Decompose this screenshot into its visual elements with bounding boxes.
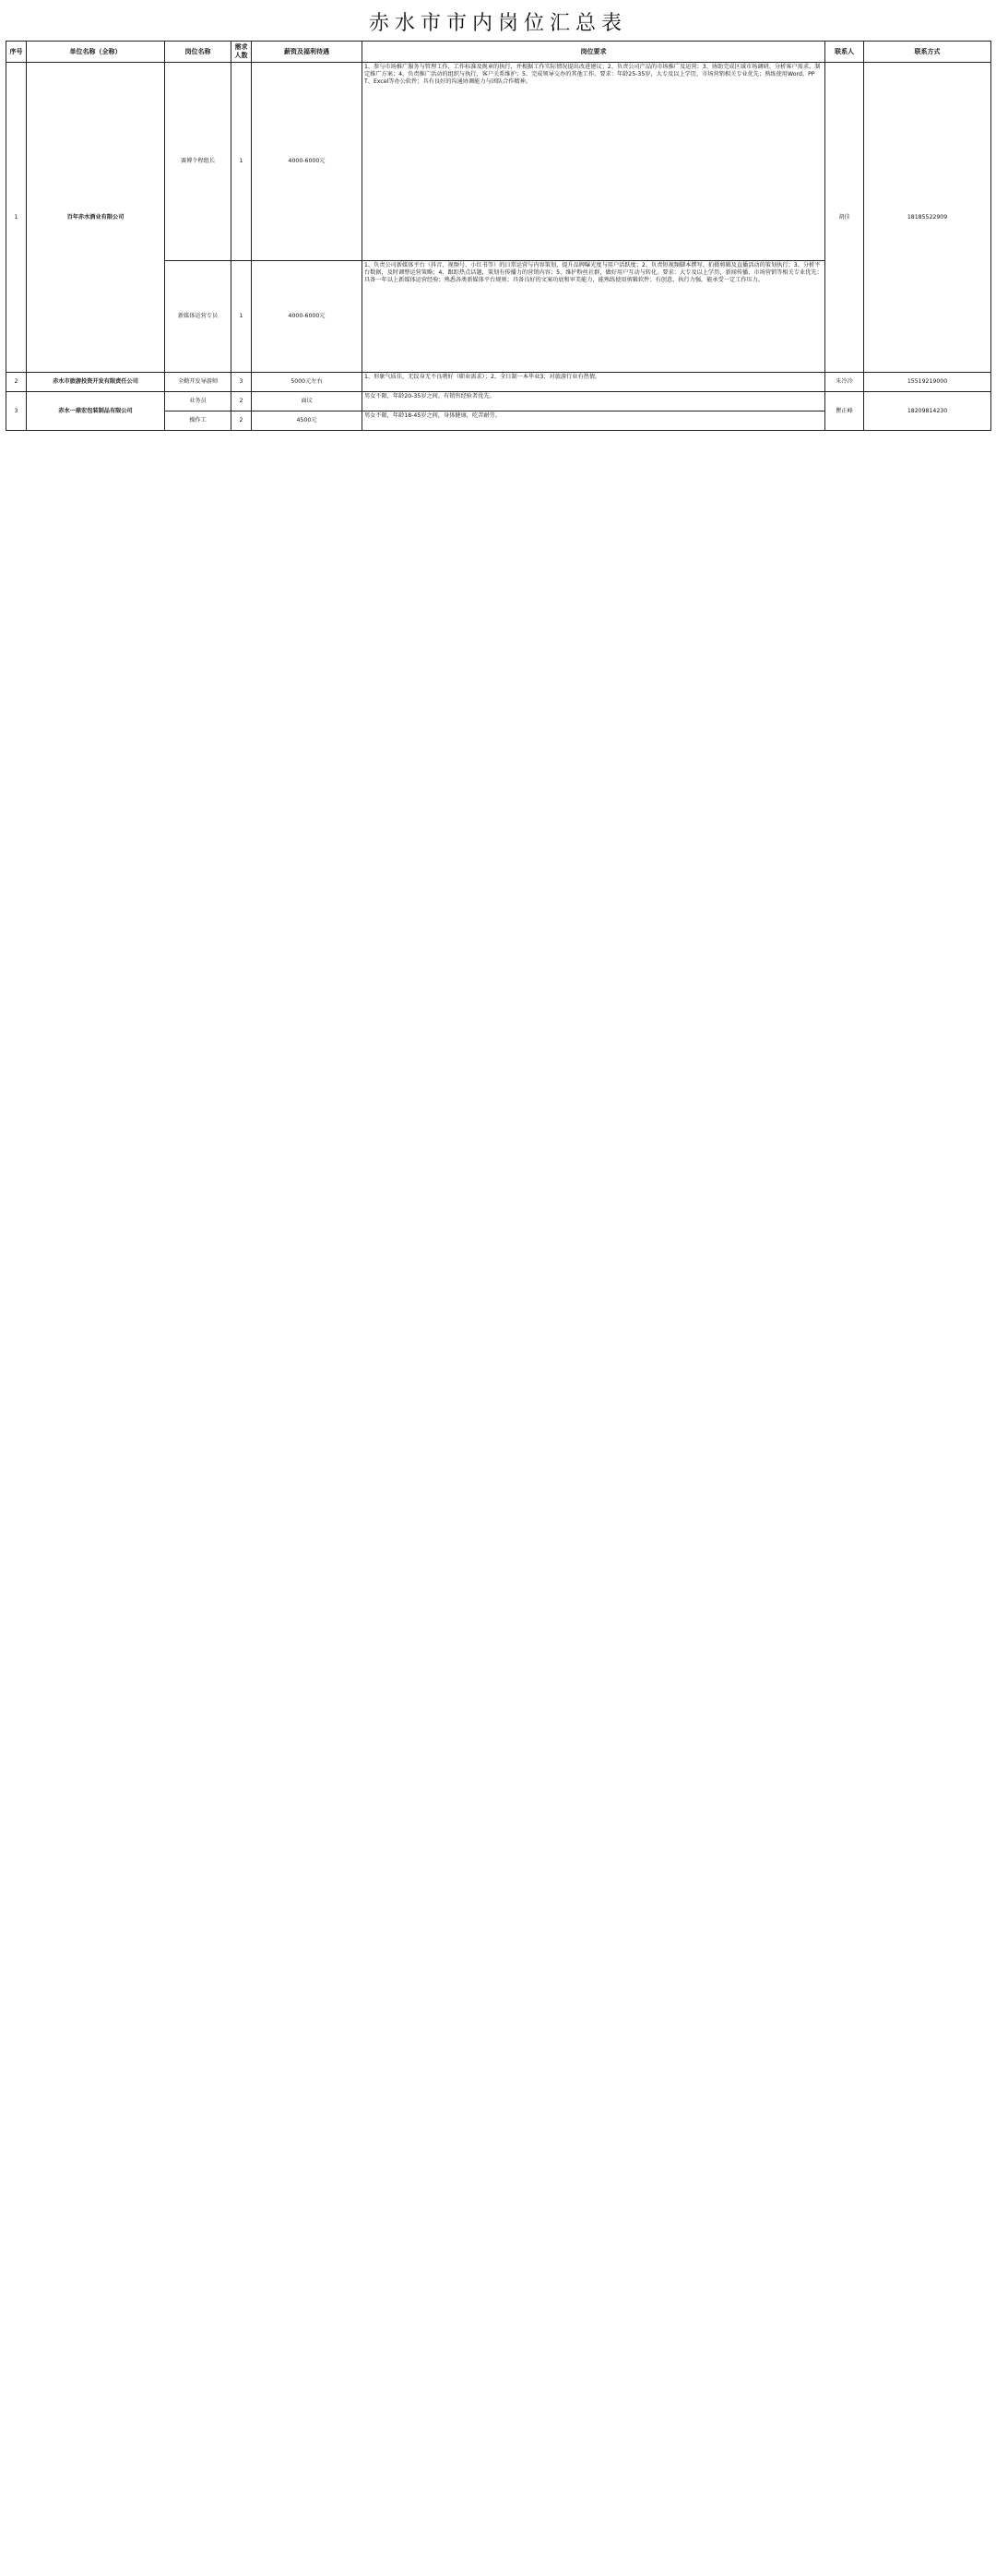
cell-position: 新媒体运营专员 (165, 261, 231, 373)
table-row (6, 392, 991, 411)
cell-no: 1 (6, 63, 27, 373)
header-requirements: 岗位要求 (362, 42, 825, 63)
cell-salary: 4000-6000元 (252, 261, 362, 373)
cell-no: 3 (6, 392, 27, 431)
cell-count: 2 (231, 392, 252, 411)
cell-position: 业务员 (165, 392, 231, 411)
cell-salary: 5000元左右 (252, 373, 362, 392)
cell-company: 赤水市旅游投资开发有限责任公司 (27, 373, 165, 392)
cell-phone: 18185522909 (864, 63, 991, 373)
cell-contact: 瞿正峰 (825, 392, 864, 431)
cell-requirements: 1、参与市场推广服务与管理工作，工作标准及规章的执行，并根据工作实际情况提出改进建议；2、负责公司产品的市场推广及运营；3、协助完成区域市场调研、分析客户需求、制定推广方案；4、负责推广活动的组织与执行，客户关系维护；5、完成领导交办的其他工作。要求：年龄25-35岁，大专及以上学历，市场营销相关专业优先；熟练使用Word、PPT、Excel等办公软件；具有良好的沟通协调能力与团队合作精神。 (362, 63, 825, 261)
cell-position: 赛博个程组长 (165, 63, 231, 261)
cell-requirements: 1、形象气质佳，无纹身无不良嗜好（职业需求）；2、全日制一本毕业3、对旅游行业有热情。 (362, 373, 825, 392)
cell-position: 全勤开发导游师 (165, 373, 231, 392)
cell-count: 1 (231, 63, 252, 261)
cell-salary: 4000-6000元 (252, 63, 362, 261)
cell-requirements: 男女不限，年龄20-35岁之间，有销售经验者优先。 (362, 392, 825, 411)
cell-count: 3 (231, 373, 252, 392)
cell-company: 百年赤水酒业有限公司 (27, 63, 165, 373)
cell-position: 操作工 (165, 411, 231, 431)
cell-phone: 15519219000 (864, 373, 991, 392)
cell-company: 赤水一鼎宏包装制品有限公司 (27, 392, 165, 431)
cell-contact: 朱冷冷 (825, 373, 864, 392)
cell-count: 2 (231, 411, 252, 431)
header-salary: 薪资及福利待遇 (252, 42, 362, 63)
table-row (6, 373, 991, 392)
header-count: 需求人数 (231, 42, 252, 63)
table-header-row (6, 42, 991, 63)
cell-salary: 面议 (252, 392, 362, 411)
cell-requirements: 男女不限，年龄18-45岁之间，身体健康，吃苦耐劳。 (362, 411, 825, 431)
cell-count: 1 (231, 261, 252, 373)
job-table (6, 41, 991, 431)
table-row (6, 63, 991, 261)
cell-phone: 18209814230 (864, 392, 991, 431)
header-company: 单位名称（全称） (27, 42, 165, 63)
header-phone: 联系方式 (864, 42, 991, 63)
header-position: 岗位名称 (165, 42, 231, 63)
cell-requirements: 1、负责公司新媒体平台（抖音、视频号、小红书等）的日常运营与内容策划，提升品牌曝光度与用户活跃度；2、负责短视频脚本撰写、拍摄剪辑及直播活动的策划执行；3、分析平台数据，及时调整运营策略；4、跟踪热点话题，策划有传播力的营销内容；5、维护粉丝社群，做好用户互动与转化。要求：大专及以上学历，新闻传播、市场营销等相关专业优先；具备一年以上新媒体运营经验；熟悉各类新媒体平台规则；具备良好的文案功底和审美能力，能熟练使用剪辑软件；有创意，执行力强，能承受一定工作压力。 (362, 261, 825, 373)
header-contact: 联系人 (825, 42, 864, 63)
cell-no: 2 (6, 373, 27, 392)
page-title: 赤水市市内岗位汇总表 (368, 12, 627, 35)
header-no: 序号 (6, 42, 27, 63)
cell-contact: 胡佳 (825, 63, 864, 373)
cell-salary: 4500元 (252, 411, 362, 431)
